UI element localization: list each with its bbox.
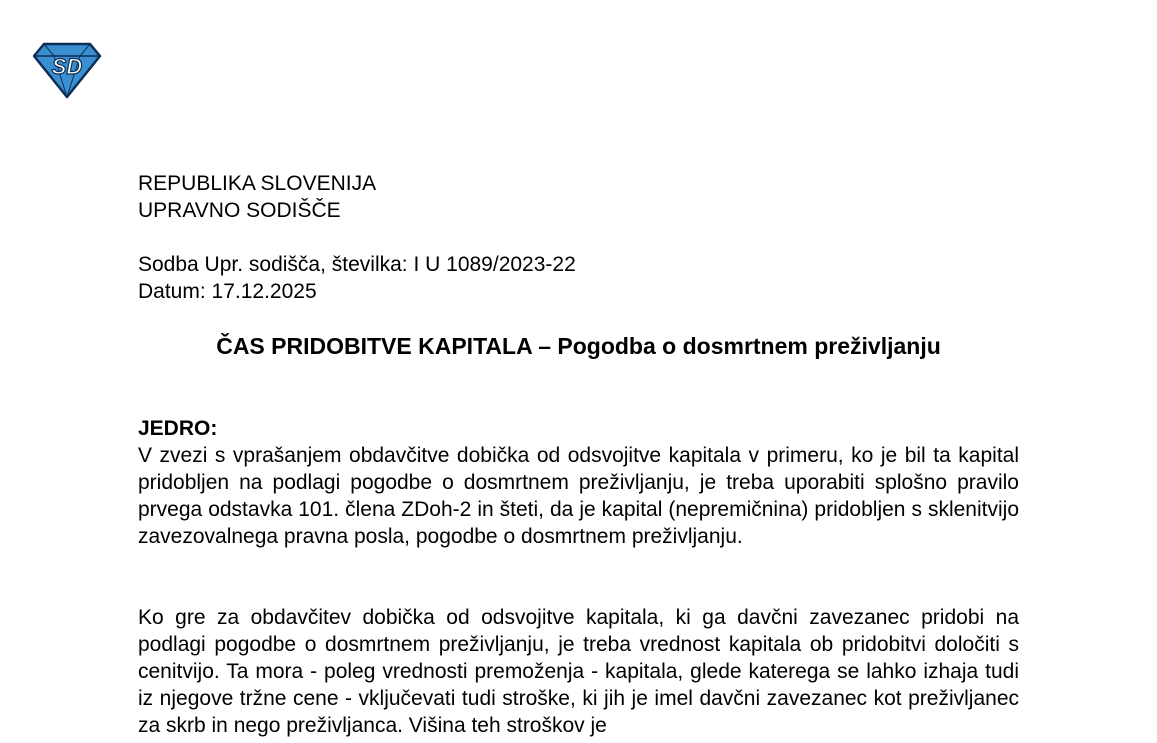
document-title: ČAS PRIDOBITVE KAPITALA – Pogodba o dosmrtnem preživljanju: [216, 333, 941, 359]
court-emblem-icon: [30, 40, 104, 100]
jedro-paragraph-1: V zvezi s vprašanjem obdavčitve dobička od odsvojitve kapitala v primeru, ko je bil ta kapital pridobljen na podlagi pogodbe o dosmrtnem preživljanju, je treba uporabiti splošno pravilo prvega odstavka 101. člena ZDoh-2 in šteti, da je kapital (nepremičnina) pridobljen s sklenitvijo zavezovalnega pravna posla, pogodbe o dosmrtnem preživljanju.: [138, 444, 1019, 548]
judgment-date: Datum: 17.12.2025: [138, 280, 317, 303]
case-number: Sodba Upr. sodišča, številka: I U 1089/2023-22: [138, 253, 576, 276]
court-country: REPUBLIKA SLOVENIJA: [138, 172, 377, 195]
svg-text:SD: SD: [51, 54, 83, 79]
court-heading: [138, 170, 376, 224]
judgment-meta: [138, 251, 576, 305]
court-name: UPRAVNO SODIŠČE: [138, 199, 341, 222]
court-logo: [30, 40, 104, 100]
jedro-paragraph-2: Ko gre za obdavčitev dobička od odsvojitve kapitala, ki ga davčni zavezanec pridobi na podlagi pogodbe o dosmrtnem preživljanju, je treba vrednost kapitala ob pridobitvi določiti s cenitvijo. Ta mora - poleg vrednosti premoženja - kapitala, glede katerega se lahko izhaja tudi iz njegove tržne cene - vključevati tudi stroške, ki jih je imel davčni zavezanec kot preživljanec za skrb in nego preživljanca. Višina teh stroškov je: [138, 606, 1019, 737]
jedro-label: JEDRO:: [138, 417, 218, 440]
